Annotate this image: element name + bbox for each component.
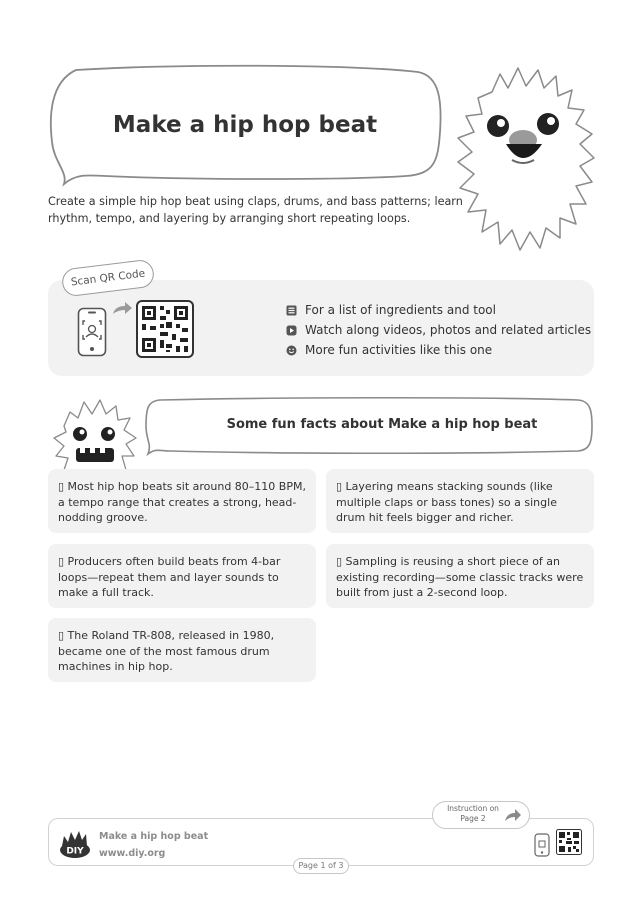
small-monster-mascot-icon [50, 396, 140, 472]
facts-heading: Some fun facts about Make a hip hop beat [226, 417, 538, 432]
qr-feature-list [286, 300, 596, 360]
arrow-right-icon [111, 300, 133, 316]
play-icon [286, 325, 297, 336]
phone-scan-icon [534, 833, 550, 857]
diy-logo-icon[interactable] [58, 826, 92, 860]
qr-code-icon[interactable] [136, 300, 194, 358]
feature-item-ingredients [286, 300, 596, 320]
feature-text: More fun activities like this one [305, 343, 493, 357]
feature-item-activities [286, 340, 596, 360]
footer-title: Make a hip hop beat [99, 831, 209, 842]
list-icon [286, 305, 297, 316]
smiley-icon [286, 345, 297, 356]
feature-item-videos [286, 320, 596, 340]
page-indicator: Page 1 of 3 [293, 858, 349, 874]
fact-card: ▯ Sampling is reusing a short piece of an existing recording—some classic tracks were built from just a 2-second loop. [326, 544, 594, 608]
feature-text: Watch along videos, photos and related articles [305, 323, 592, 337]
fluffy-monster-mascot-icon [452, 62, 598, 252]
scan-qr-tag: Scan QR Code [61, 258, 156, 297]
intro-paragraph: Create a simple hip hop beat using claps, drums, and bass patterns; learn rhythm, tempo, and layering by arranging short repeating loops. [48, 195, 463, 225]
arrow-right-icon [504, 808, 522, 822]
qr-code-icon[interactable] [556, 829, 582, 855]
logo-text: DIY [66, 846, 84, 857]
feature-text: For a list of ingredients and tool [305, 303, 496, 317]
page-title: Make a hip hop beat [112, 112, 378, 138]
fact-card: ▯ Layering means stacking sounds (like multiple claps or bass tones) so a single drum hit feels bigger and richer. [326, 469, 594, 533]
footer-url[interactable]: www.diy.org [99, 848, 166, 859]
fact-card: ▯ The Roland TR-808, released in 1980, became one of the most famous drum machines in hip hop. [48, 618, 316, 682]
instruction-text: Instruction on Page 2 [447, 804, 499, 823]
phone-scan-icon [77, 307, 107, 357]
fact-card: ▯ Most hip hop beats sit around 80–110 BPM, a tempo range that creates a strong, head-nodding groove. [48, 469, 316, 533]
fact-card: ▯ Producers often build beats from 4-bar loops—repeat them and layer sounds to make a full track. [48, 544, 316, 608]
